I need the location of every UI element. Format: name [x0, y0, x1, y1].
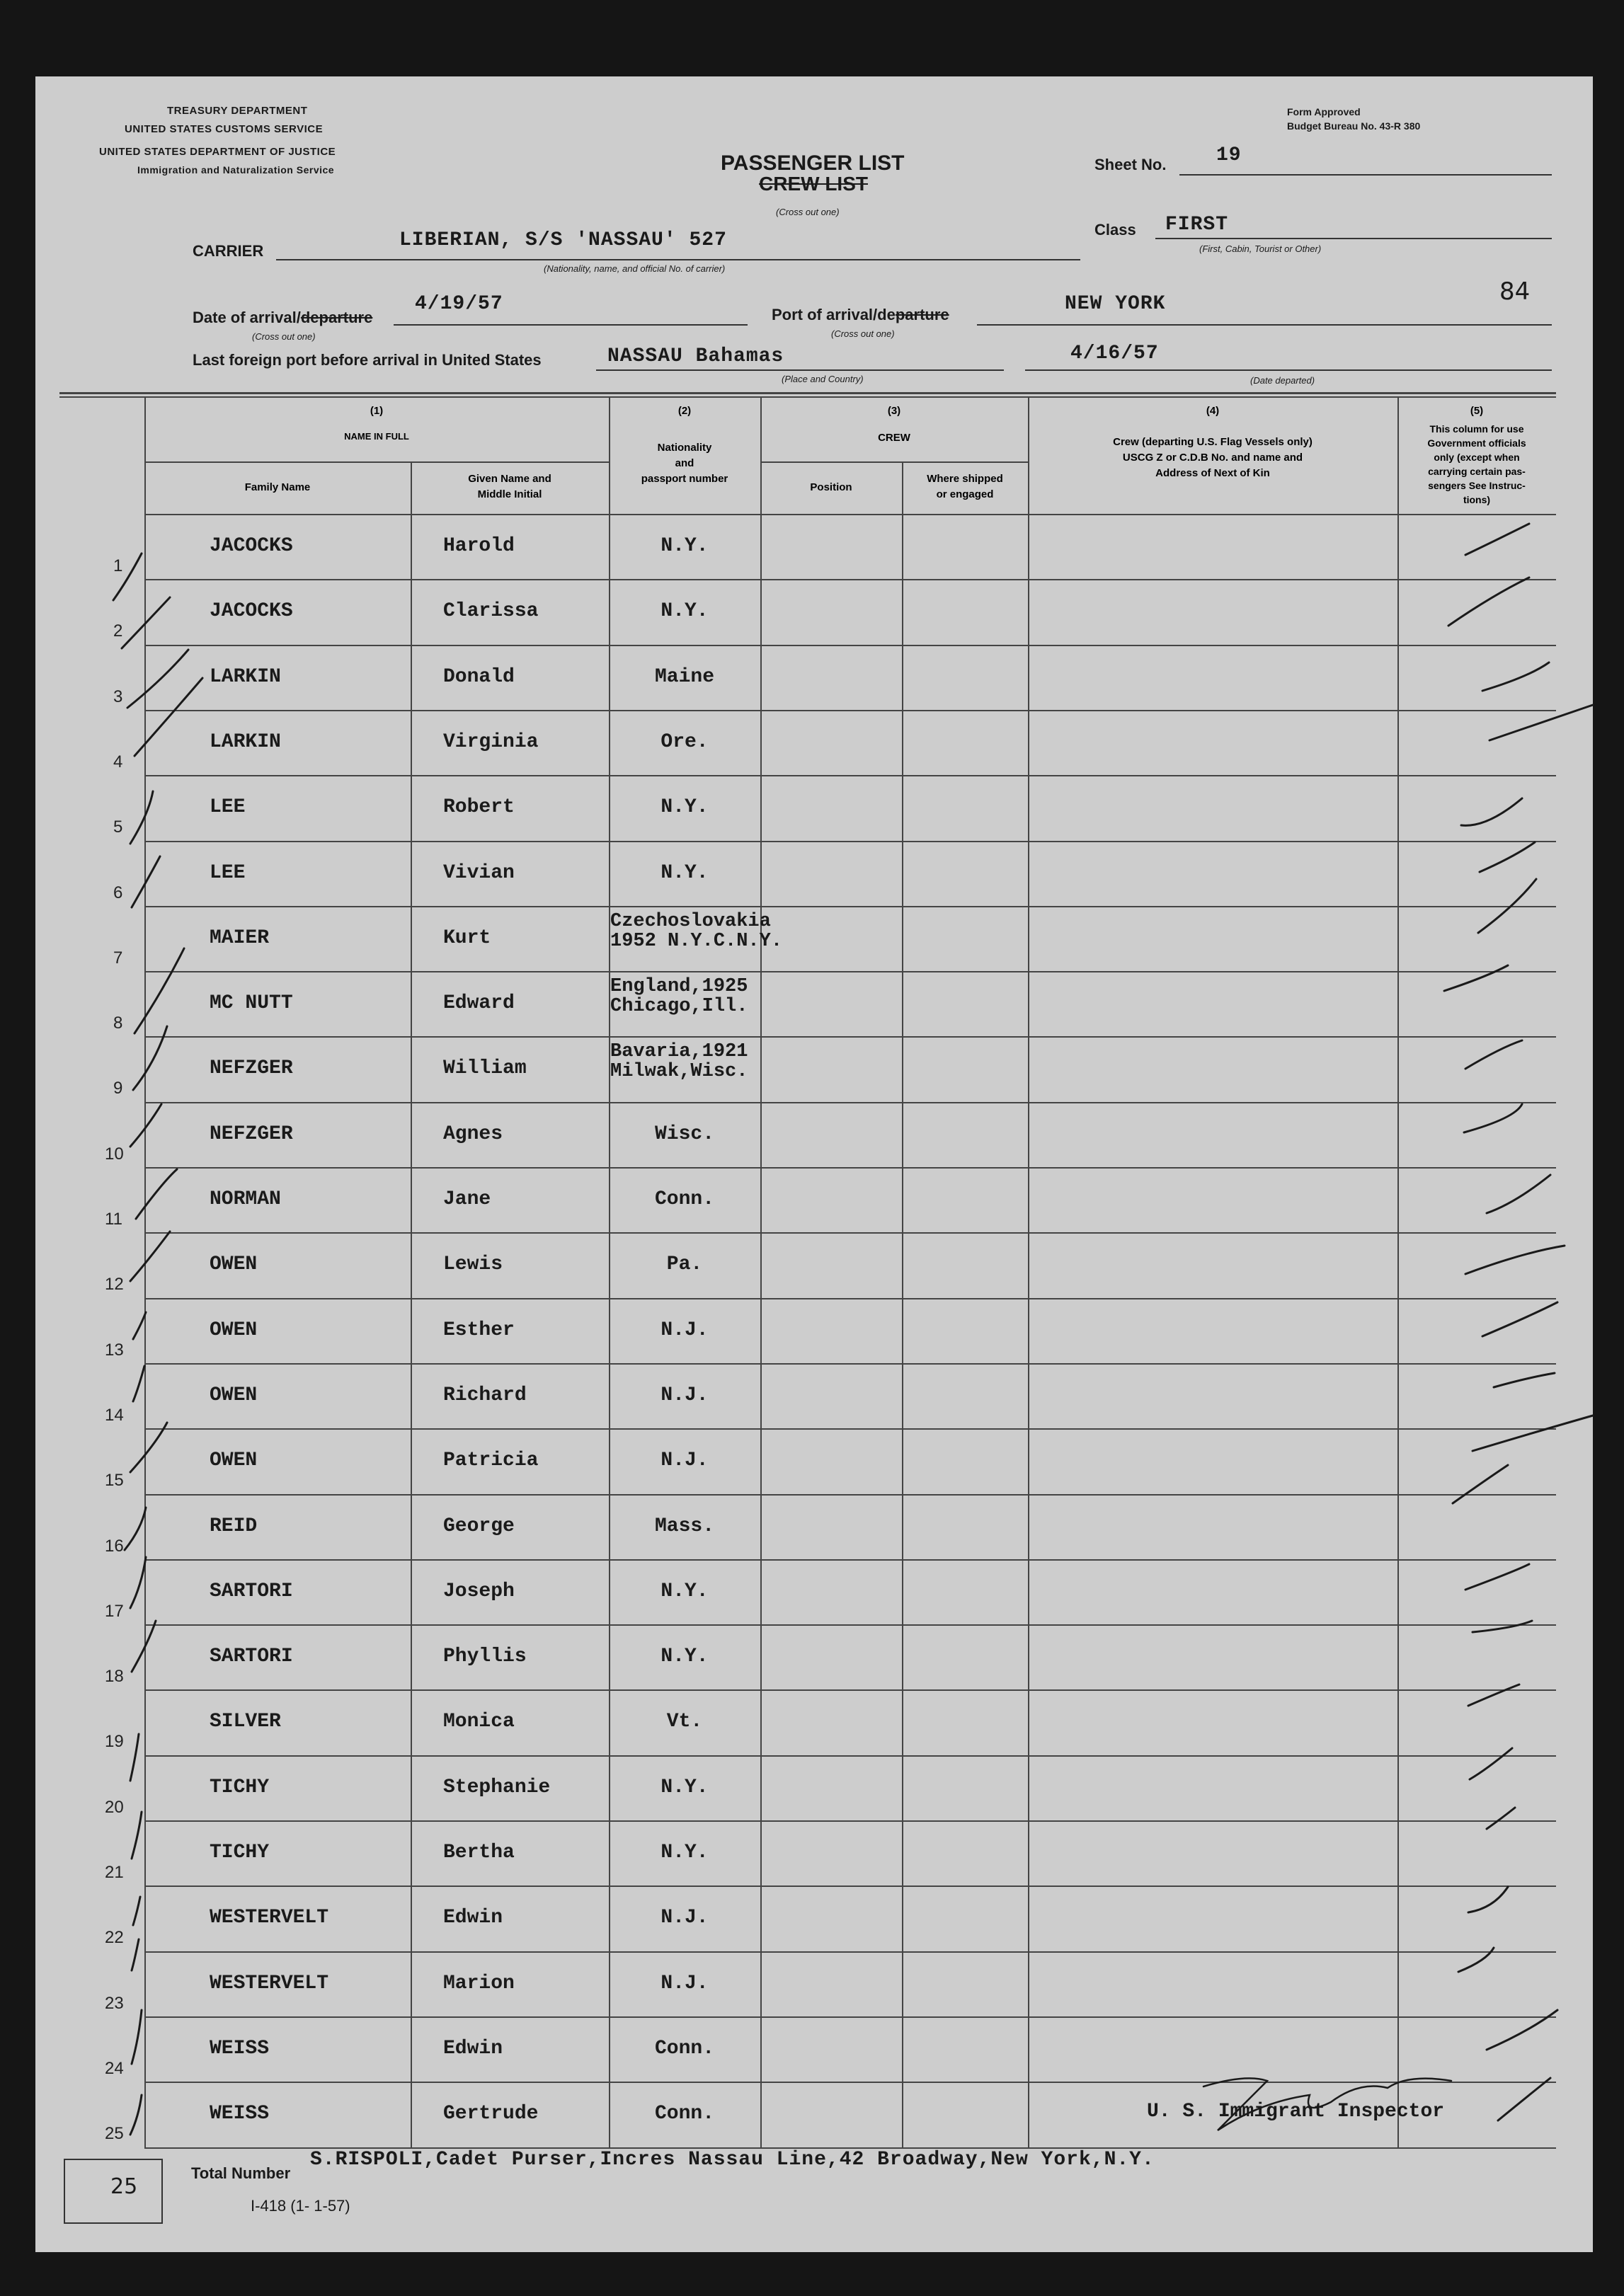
dept-line-1: TREASURY DEPARTMENT	[167, 105, 308, 117]
family-name-cell: SARTORI	[210, 1580, 293, 1602]
row-rule	[144, 1232, 1556, 1234]
foreign-port-label: Last foreign port before arrival in United States	[193, 351, 542, 369]
total-label: Total Number	[191, 2164, 291, 2182]
class-value: FIRST	[1165, 214, 1229, 236]
family-name-cell: TICHY	[210, 1842, 270, 1864]
nationality-cell: N.Y.	[661, 535, 709, 557]
row-number: 18	[105, 1667, 124, 1687]
col3-shipped-header-1: Where shipped	[927, 473, 1003, 485]
family-name-cell: NEFZGER	[210, 1057, 293, 1080]
row-rule	[144, 645, 1556, 646]
row-rule	[144, 1428, 1556, 1430]
crew-subheader-rule	[760, 461, 1028, 463]
arrival-crossed: departure	[300, 309, 373, 326]
nationality-cell: N.Y.	[661, 1580, 709, 1602]
row-rule	[144, 1363, 1556, 1365]
col5-title-6: tions)	[1463, 494, 1491, 505]
given-name-cell: Esther	[443, 1319, 515, 1341]
nationality-cell: N.J.	[661, 1907, 709, 1929]
given-name-cell: Harold	[443, 535, 515, 557]
given-name-cell: Gertrude	[443, 2103, 539, 2125]
row-number: 1	[113, 556, 123, 575]
nationality-cell: N.J.	[661, 1384, 709, 1406]
col1-num: (1)	[370, 405, 384, 417]
row-rule	[144, 1755, 1556, 1757]
row-number: 5	[113, 817, 123, 837]
nationality-cell: Conn.	[654, 1188, 714, 1210]
row-number: 3	[113, 687, 123, 706]
given-name-cell: Joseph	[443, 1580, 515, 1602]
row-number: 22	[105, 1928, 124, 1948]
col3-num: (3)	[887, 405, 901, 417]
port-label: Port of arrival/de	[772, 306, 896, 323]
sheet-number: 19	[1216, 144, 1242, 166]
nationality-cell: Pa.	[666, 1253, 703, 1276]
nationality-cell: Wisc.	[654, 1123, 714, 1145]
row-number: 12	[105, 1275, 124, 1295]
row-rule	[144, 1298, 1556, 1299]
title-passenger-list: PASSENGER LIST	[721, 151, 905, 175]
family-name-cell: JACOCKS	[210, 600, 293, 623]
given-name-cell: Robert	[443, 796, 515, 819]
given-name-cell: Phyllis	[443, 1646, 527, 1668]
row-rule	[144, 1885, 1556, 1887]
col4-title-3: Address of Next of Kin	[1155, 467, 1270, 479]
family-name-cell: SILVER	[210, 1711, 281, 1733]
dept-line-4: Immigration and Naturalization Service	[137, 164, 335, 176]
row-number: 14	[105, 1405, 124, 1425]
col2-num: (2)	[677, 405, 692, 417]
table-top-rule-2	[59, 396, 1556, 398]
nationality-cell: Maine	[654, 665, 714, 688]
given-name-cell: Marion	[443, 1972, 515, 1994]
date-departed-line	[1025, 369, 1552, 371]
given-name-cell: Lewis	[443, 1253, 503, 1276]
family-name-cell: OWEN	[210, 1384, 258, 1406]
family-name-cell: WESTERVELT	[210, 1907, 329, 1929]
port-crossed: parture	[895, 306, 949, 323]
given-name-cell: Clarissa	[443, 600, 539, 623]
row-number: 10	[105, 1144, 124, 1164]
row-number: 6	[113, 883, 123, 902]
carrier-value: LIBERIAN, S/S 'NASSAU' 527	[399, 229, 727, 251]
nationality-cell: Conn.	[654, 2037, 714, 2060]
total-box-value: 25	[110, 2174, 138, 2199]
family-name-cell: NEFZGER	[210, 1123, 293, 1145]
row-number: 24	[105, 2058, 124, 2078]
given-name-cell: Jane	[443, 1188, 491, 1210]
row-rule	[144, 1559, 1556, 1561]
col4-title-2: USCG Z or C.D.B No. and name and	[1122, 452, 1303, 464]
row-number: 21	[105, 1863, 124, 1882]
title-crew-list: CREW LIST	[759, 173, 868, 195]
col-family-given-divider	[411, 461, 412, 2147]
col5-num: (5)	[1470, 405, 1484, 417]
foreign-port-note: (Place and Country)	[782, 374, 864, 384]
row-number: 23	[105, 1993, 124, 2013]
family-name-cell: REID	[210, 1515, 258, 1537]
nationality-cell: Czechoslovakia 1952 N.Y.C.N.Y.	[610, 910, 783, 952]
sheet-label: Sheet No.	[1094, 156, 1167, 173]
arrival-value: 4/19/57	[415, 293, 503, 315]
col2-title-3: passport number	[641, 473, 728, 485]
inspector-label: U. S. Immigrant Inspector	[1147, 2101, 1445, 2123]
carrier-label: CARRIER	[193, 242, 264, 260]
row-rule	[144, 1102, 1556, 1103]
given-name-cell: William	[443, 1057, 527, 1080]
row-number: 4	[113, 752, 123, 771]
purser-line: S.RISPOLI,Cadet Purser,Incres Nassau Line,42 Broadway,New York,N.Y.	[310, 2149, 1155, 2171]
family-name-cell: WEISS	[210, 2103, 270, 2125]
sheet-line	[1179, 174, 1552, 176]
given-name-cell: Vivian	[443, 861, 515, 884]
given-name-cell: Patricia	[443, 1450, 539, 1472]
row-number: 7	[113, 948, 123, 968]
nationality-cell: N.Y.	[661, 1646, 709, 1668]
nationality-cell: Mass.	[654, 1515, 714, 1537]
dept-line-3: UNITED STATES DEPARTMENT OF JUSTICE	[99, 146, 336, 158]
family-name-cell: OWEN	[210, 1253, 258, 1276]
row-rule	[144, 1820, 1556, 1822]
family-name-cell: TICHY	[210, 1776, 270, 1798]
page-number: 84	[1499, 277, 1531, 306]
row-rule	[144, 906, 1556, 907]
given-name-cell: Bertha	[443, 1842, 515, 1864]
col4-title-1: Crew (departing U.S. Flag Vessels only)	[1113, 436, 1313, 448]
row-number: 17	[105, 1601, 124, 1621]
budget-bureau: Budget Bureau No. 43-R 380	[1287, 120, 1421, 132]
family-name-cell: LARKIN	[210, 665, 281, 688]
nationality-cell: N.J.	[661, 1972, 709, 1994]
date-departed-value: 4/16/57	[1070, 343, 1159, 365]
foreign-port-value: NASSAU Bahamas	[607, 345, 784, 367]
family-name-cell: WEISS	[210, 2037, 270, 2060]
row-number: 8	[113, 1014, 123, 1033]
row-number: 19	[105, 1732, 124, 1752]
arrival-line	[394, 324, 748, 326]
form-approved: Form Approved	[1287, 106, 1361, 117]
col5-title-3: only (except when	[1434, 452, 1520, 463]
col2-title-1: Nationality	[657, 442, 712, 454]
nationality-cell: Bavaria,1921 Milwak,Wisc.	[610, 1041, 748, 1083]
port-value: NEW YORK	[1065, 293, 1166, 315]
col1-family-header: Family Name	[244, 481, 311, 493]
arrival-note: (Cross out one)	[252, 331, 316, 342]
col-2-3-divider	[760, 396, 762, 2147]
family-name-cell: LEE	[210, 861, 246, 884]
row-rule	[144, 2016, 1556, 2018]
given-name-cell: Donald	[443, 665, 515, 688]
row-rule	[144, 1624, 1556, 1626]
carrier-note: (Nationality, name, and official No. of carrier)	[544, 263, 726, 274]
col3-title: CREW	[878, 432, 910, 444]
nationality-cell: N.J.	[661, 1319, 709, 1341]
col5-title-5: sengers See Instruc-	[1428, 480, 1526, 491]
family-name-cell: LARKIN	[210, 730, 281, 753]
row-number: 13	[105, 1340, 124, 1360]
foreign-port-line	[596, 369, 1004, 371]
class-note: (First, Cabin, Tourist or Other)	[1199, 243, 1322, 254]
row-rule	[144, 1167, 1556, 1169]
family-name-cell: SARTORI	[210, 1646, 293, 1668]
table-top-rule	[59, 392, 1556, 394]
given-name-cell: Stephanie	[443, 1776, 551, 1798]
family-name-cell: MAIER	[210, 926, 270, 949]
port-line	[977, 324, 1552, 326]
col-left-border	[144, 396, 146, 2147]
col5-title-2: Government officials	[1427, 437, 1526, 449]
given-name-cell: Edwin	[443, 2037, 503, 2060]
row-rule	[144, 2082, 1556, 2083]
col3-position-header: Position	[810, 481, 852, 493]
arrival-label: Date of arrival/	[193, 309, 301, 326]
header-bottom-rule	[144, 514, 1556, 515]
nationality-cell: England,1925 Chicago,Ill.	[610, 976, 748, 1018]
nationality-cell: N.Y.	[661, 1776, 709, 1798]
nationality-cell: N.Y.	[661, 1842, 709, 1864]
given-name-cell: Edwin	[443, 1907, 503, 1929]
row-number: 20	[105, 1797, 124, 1817]
nationality-cell: Vt.	[666, 1711, 703, 1733]
name-subheader-rule	[144, 461, 609, 463]
given-name-cell: Kurt	[443, 926, 491, 949]
family-name-cell: WESTERVELT	[210, 1972, 329, 1994]
row-rule	[144, 1036, 1556, 1038]
col-position-shipped-divider	[902, 461, 903, 2147]
col5-title-1: This column for use	[1429, 423, 1524, 435]
col1-title: NAME IN FULL	[344, 431, 409, 442]
given-name-cell: Agnes	[443, 1123, 503, 1145]
family-name-cell: NORMAN	[210, 1188, 281, 1210]
dept-line-2: UNITED STATES CUSTOMS SERVICE	[125, 123, 324, 135]
class-label: Class	[1094, 221, 1136, 239]
nationality-cell: N.Y.	[661, 796, 709, 819]
row-rule	[144, 775, 1556, 776]
row-rule	[144, 1689, 1556, 1691]
col1-given-header-1: Given Name and	[468, 473, 551, 485]
row-rule	[144, 841, 1556, 842]
row-rule	[144, 971, 1556, 972]
given-name-cell: Monica	[443, 1711, 515, 1733]
row-number: 15	[105, 1471, 124, 1491]
given-name-cell: Richard	[443, 1384, 527, 1406]
row-number: 11	[105, 1210, 122, 1229]
family-name-cell: JACOCKS	[210, 535, 293, 557]
nationality-cell: N.Y.	[661, 861, 709, 884]
col-3-4-divider	[1028, 396, 1029, 2147]
row-rule	[144, 579, 1556, 580]
given-name-cell: George	[443, 1515, 515, 1537]
title-note: (Cross out one)	[776, 207, 840, 217]
row-rule	[144, 1951, 1556, 1953]
family-name-cell: OWEN	[210, 1450, 258, 1472]
col1-given-header-2: Middle Initial	[477, 488, 542, 500]
col-4-5-divider	[1397, 396, 1399, 2147]
family-name-cell: OWEN	[210, 1319, 258, 1341]
family-name-cell: MC NUTT	[210, 992, 293, 1015]
col5-title-4: carrying certain pas-	[1428, 466, 1526, 477]
col4-num: (4)	[1206, 405, 1220, 417]
row-number: 2	[113, 621, 123, 641]
row-rule	[144, 1494, 1556, 1496]
port-note: (Cross out one)	[831, 328, 895, 339]
family-name-cell: LEE	[210, 796, 246, 819]
row-rule	[144, 710, 1556, 711]
date-departed-note: (Date departed)	[1250, 375, 1315, 386]
nationality-cell: N.J.	[661, 1450, 709, 1472]
nationality-cell: Conn.	[654, 2103, 714, 2125]
row-number: 9	[113, 1079, 123, 1098]
nationality-cell: Ore.	[661, 730, 709, 753]
col3-shipped-header-2: or engaged	[936, 488, 994, 500]
carrier-line	[276, 259, 1080, 260]
col2-title-2: and	[675, 457, 694, 469]
row-number: 25	[105, 2124, 124, 2144]
form-number: I-418 (1- 1-57)	[251, 2197, 350, 2215]
row-number: 16	[105, 1536, 124, 1556]
given-name-cell: Virginia	[443, 730, 539, 753]
class-line	[1155, 238, 1552, 239]
given-name-cell: Edward	[443, 992, 515, 1015]
nationality-cell: N.Y.	[661, 600, 709, 623]
